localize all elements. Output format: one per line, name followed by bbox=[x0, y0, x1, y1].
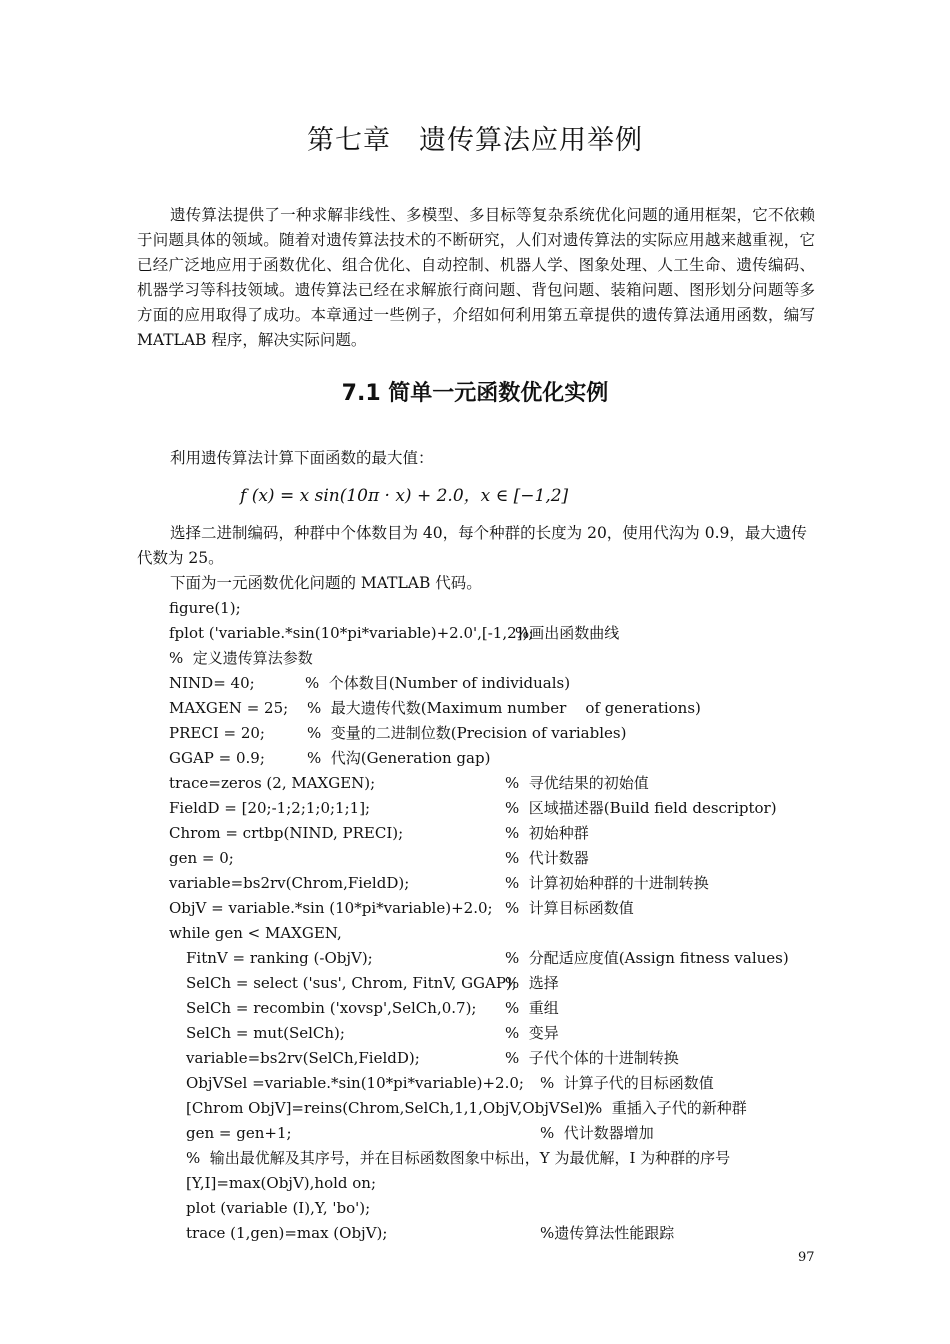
code-comment: % 个体数目(Number of individuals) bbox=[305, 674, 571, 692]
code-comment: % 子代个体的十进制转换 bbox=[505, 1049, 679, 1067]
section-title: 7.1 简单一元函数优化实例 bbox=[341, 381, 609, 406]
code-comment: % 重插入子代的新种群 bbox=[588, 1099, 747, 1117]
code-line: GGAP = 0.9; bbox=[169, 749, 265, 767]
code-line: plot (variable (I),Y, 'bo'); bbox=[186, 1199, 371, 1217]
code-line: % 输出最优解及其序号，并在目标函数图象中标出，Y 为最优解，I 为种群的序号 bbox=[186, 1149, 731, 1167]
formula bbox=[240, 481, 568, 506]
code-comment: % 最大遗传代数(Maximum number of generations) bbox=[307, 699, 701, 717]
code-line: PRECI = 20; bbox=[169, 724, 265, 742]
task-text: 利用遗传算法计算下面函数的最大值： bbox=[170, 449, 434, 467]
code-line: MAXGEN = 25; bbox=[169, 699, 289, 717]
code-line: SelCh = select ('sus', Chrom, FitnV, GGAP); bbox=[186, 974, 517, 992]
code-line: FitnV = ranking (-ObjV); bbox=[186, 949, 373, 967]
code-line: [Y,I]=max(ObjV),hold on; bbox=[186, 1174, 377, 1192]
code-comment: % 计算子代的目标函数值 bbox=[540, 1074, 714, 1092]
code-line: FieldD = [20;-1;2;1;0;1;1]; bbox=[169, 799, 371, 817]
code-comment: % 计算初始种群的十进制转换 bbox=[505, 874, 709, 892]
code-line: Chrom = crtbp(NIND, PRECI); bbox=[169, 824, 404, 842]
code-line: SelCh = mut(SelCh); bbox=[186, 1024, 345, 1042]
formula-expression: f (x) = x sin(10π · x) + 2.0， bbox=[240, 486, 481, 506]
code-line: fplot ('variable.*sin(10*pi*variable)+2.0',[-1,2]); bbox=[169, 624, 534, 642]
page-number: 97 bbox=[798, 1250, 815, 1265]
code-line: gen = gen+1; bbox=[186, 1124, 292, 1142]
formula-domain: x ∈ [−1,2] bbox=[480, 486, 569, 506]
code-comment: % 计算目标函数值 bbox=[505, 899, 634, 917]
intro-paragraph: 遗传算法提供了一种求解非线性、多模型、多目标等复杂系统优化问题的通用框架，它不依赖于问题具体的领域。随着对遗传算法技术的不断研究，人们对遗传算法的实际应用越来越重视，它已经广泛地应用于函数优化、组合优化、自动控制、机器人学、图象处理、人工生命、遗传编码、机器学习等科技领域。遗传算法已经在求解旅行商问题、背包问题、装箱问题、图形划分问题等多方面的应用取得了成功。本章通过一些例子，介绍如何利用第五章提供的遗传算法通用函数，编写 MATLAB 程序，解决实际问题。 bbox=[137, 206, 815, 349]
code-line: variable=bs2rv(Chrom,FieldD); bbox=[169, 874, 410, 892]
code-line: NIND= 40; bbox=[169, 674, 255, 692]
code-comment: % 重组 bbox=[505, 999, 559, 1017]
code-comment: % 初始种群 bbox=[505, 824, 589, 842]
code-comment: % 代计数器增加 bbox=[540, 1124, 654, 1142]
code-line: figure(1); bbox=[169, 599, 241, 617]
code-comment: % 选择 bbox=[505, 974, 559, 992]
code-line: gen = 0; bbox=[169, 849, 234, 867]
code-comment: % 变异 bbox=[505, 1024, 559, 1042]
code-intro: 下面为一元函数优化问题的 MATLAB 代码。 bbox=[170, 574, 482, 592]
chapter-title: 第七章 遗传算法应用举例 bbox=[307, 125, 643, 156]
code-line: % 定义遗传算法参数 bbox=[169, 649, 313, 667]
code-line: while gen < MAXGEN, bbox=[169, 924, 342, 942]
code-line: ObjVSel =variable.*sin(10*pi*variable)+2.0; bbox=[186, 1074, 524, 1092]
code-comment: % 寻优结果的初始值 bbox=[505, 774, 649, 792]
code-line: [Chrom ObjV]=reins(Chrom,SelCh,1,1,ObjV,ObjVSel); bbox=[186, 1099, 595, 1117]
encoding-text: 选择二进制编码，种群中个体数目为 40，每个种群的长度为 20，使用代沟为 0.9，最大遗传代数为 25。 bbox=[137, 524, 807, 567]
code-line: SelCh = recombin ('xovsp',SelCh,0.7); bbox=[186, 999, 477, 1017]
code-line: trace (1,gen)=max (ObjV); bbox=[186, 1224, 388, 1242]
code-comment: % 区域描述器(Build field descriptor) bbox=[505, 799, 777, 817]
code-line: variable=bs2rv(SelCh,FieldD); bbox=[186, 1049, 420, 1067]
code-comment: % 分配适应度值(Assign fitness values) bbox=[505, 949, 789, 967]
code-comment: %遗传算法性能跟踪 bbox=[540, 1224, 675, 1242]
code-comment: % 代计数器 bbox=[505, 849, 589, 867]
code-comment: % 代沟(Generation gap) bbox=[307, 749, 491, 767]
code-line: ObjV = variable.*sin (10*pi*variable)+2.0; bbox=[169, 899, 493, 917]
code-comment: % 变量的二进制位数(Precision of variables) bbox=[307, 724, 627, 742]
code-line: trace=zeros (2, MAXGEN); bbox=[169, 774, 376, 792]
code-comment: %画出函数曲线 bbox=[515, 624, 620, 642]
